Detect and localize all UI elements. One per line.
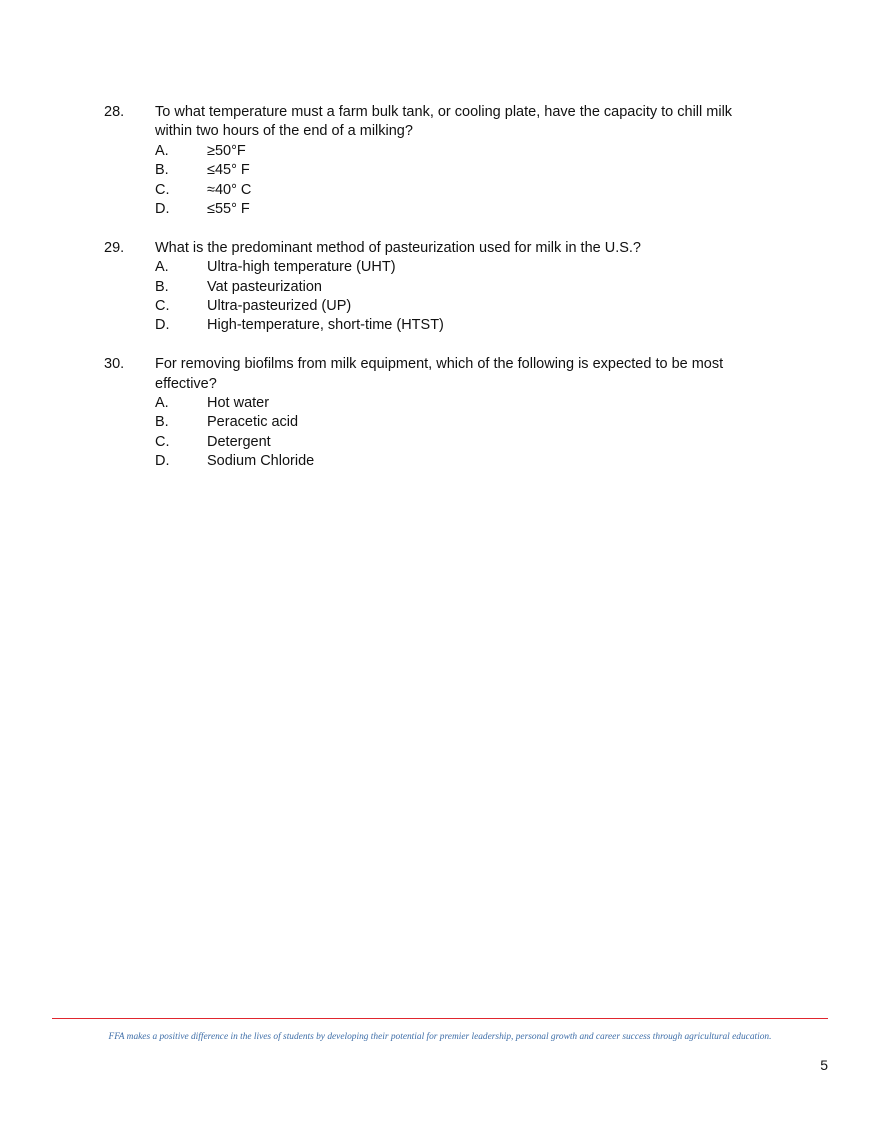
question-number: 29. — [104, 239, 125, 256]
question-body — [155, 103, 764, 219]
answer-option-c — [155, 181, 764, 200]
question-29 — [104, 239, 764, 336]
question-body — [155, 239, 764, 336]
answer-option-a — [155, 142, 764, 161]
answer-option-d — [155, 452, 764, 471]
option-letter: A. — [155, 259, 169, 276]
answer-option-a — [155, 258, 764, 277]
answer-option-b — [155, 161, 764, 180]
question-text: What is the predominant method of pasteurization used for milk in the U.S.? — [155, 239, 641, 256]
answer-option-b — [155, 413, 764, 432]
option-text: ≤45° F — [207, 162, 250, 179]
question-body — [155, 355, 764, 471]
answer-option-b — [155, 278, 764, 297]
answer-option-c — [155, 297, 764, 316]
answer-option-d — [155, 316, 764, 335]
answer-options — [155, 394, 764, 472]
option-letter: C. — [155, 181, 170, 198]
option-text: Ultra-high temperature (UHT) — [207, 259, 396, 276]
option-text: Hot water — [207, 395, 270, 412]
question-list — [104, 103, 764, 491]
option-text: Detergent — [207, 433, 271, 450]
question-30 — [104, 355, 764, 471]
option-letter: C. — [155, 298, 170, 315]
option-letter: D. — [155, 201, 170, 218]
option-text: ≤55° F — [207, 201, 250, 218]
footer-divider — [52, 1018, 828, 1019]
option-letter: A. — [155, 142, 169, 159]
option-letter: D. — [155, 317, 170, 334]
answer-option-c — [155, 433, 764, 452]
question-number: 30. — [104, 356, 125, 373]
page-number: 5 — [820, 1057, 828, 1073]
option-letter: C. — [155, 433, 170, 450]
option-text: Peracetic acid — [207, 414, 299, 431]
answer-options — [155, 258, 764, 336]
option-letter: B. — [155, 278, 169, 295]
answer-option-a — [155, 394, 764, 413]
option-letter: B. — [155, 414, 169, 431]
option-text: Vat pasteurization — [207, 278, 322, 295]
option-letter: A. — [155, 395, 169, 412]
question-text: For removing biofilms from milk equipment, which of the following is expected to be most effective? — [155, 356, 724, 392]
question-text: To what temperature must a farm bulk tank, or cooling plate, have the capacity to chill milk within two hours of the end of a milking? — [155, 104, 733, 140]
option-text: ≈40° C — [207, 181, 252, 198]
answer-options — [155, 142, 764, 220]
option-text: Sodium Chloride — [207, 453, 315, 470]
option-text: Ultra-pasteurized (UP) — [207, 298, 352, 315]
question-number: 28. — [104, 104, 125, 120]
option-letter: B. — [155, 162, 169, 179]
option-text: ≥50°F — [207, 142, 246, 159]
footer-mission-statement: FFA makes a positive difference in the lives of students by developing their potential for premier leadership, personal growth and career success through agricultural education. — [108, 1032, 772, 1042]
answer-option-d — [155, 200, 764, 219]
option-text: High-temperature, short-time (HTST) — [207, 317, 444, 334]
question-28 — [104, 103, 764, 219]
option-letter: D. — [155, 453, 170, 470]
